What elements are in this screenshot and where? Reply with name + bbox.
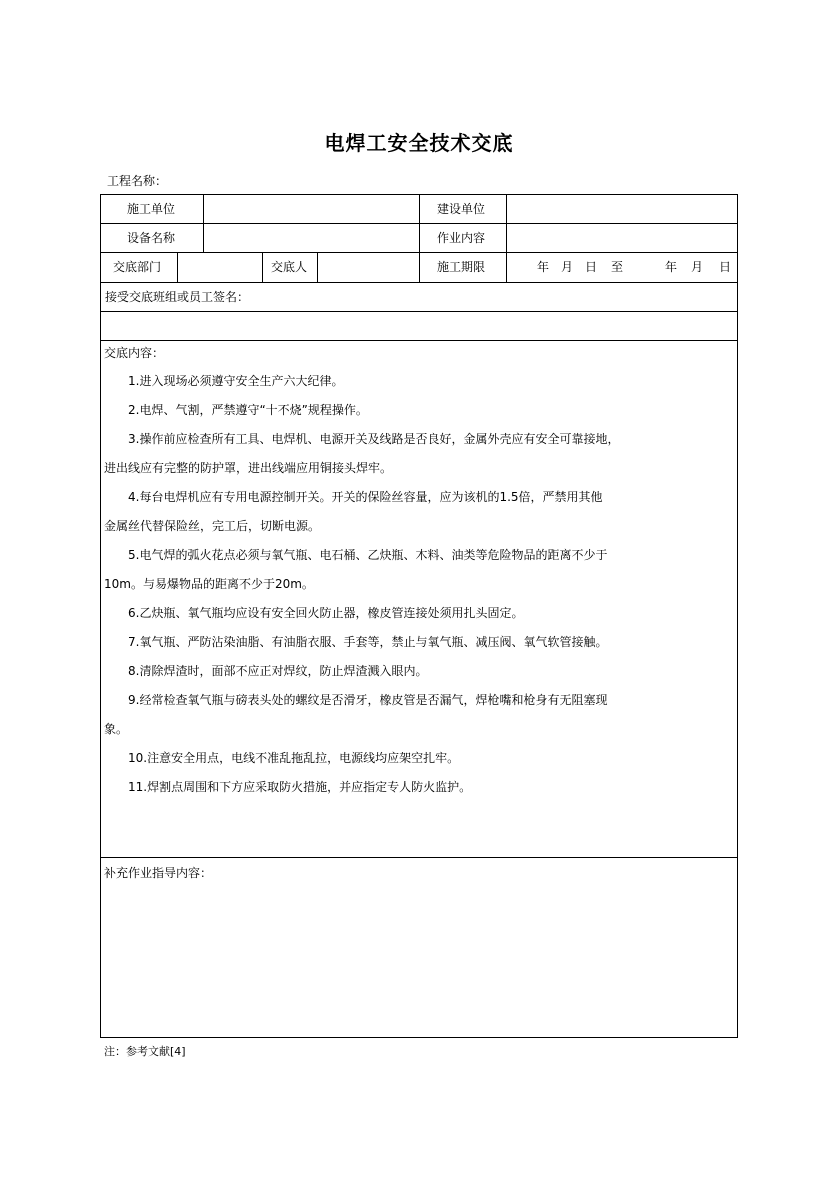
column-divider [262, 252, 263, 282]
row-divider [101, 311, 737, 312]
period-year-start: 年 [537, 260, 550, 274]
period-label: 施工期限 [437, 260, 486, 274]
supplement-label: 补充作业指导内容： [104, 866, 213, 880]
column-divider [419, 195, 420, 282]
content-line: 9.经常检查氧气瓶与磅表头处的螺纹是否滑牙，橡皮管是否漏气，焊枪嘴和枪身有无阻塞现 [128, 693, 608, 707]
construction-unit-label: 施工单位 [127, 202, 176, 216]
briefer-label: 交底人 [271, 260, 308, 274]
column-divider [317, 252, 318, 282]
column-divider [506, 195, 507, 282]
period-day-start: 日 [585, 260, 598, 274]
content-line: 11.焊割点周围和下方应采取防火措施，并应指定专人防火监护。 [128, 780, 472, 794]
content-line: 10m。与易爆物品的距离不少于20m。 [104, 577, 314, 591]
content-line: 象。 [104, 722, 129, 736]
builder-unit-label: 建设单位 [437, 202, 486, 216]
content-line: 3.操作前应检查所有工具、电焊机、电源开关及线路是否良好，金属外壳应有安全可靠接地， [128, 432, 620, 446]
period-to: 至 [611, 260, 624, 274]
content-line: 进出线应有完整的防护罩，进出线端应用铜接头焊牢。 [104, 461, 393, 475]
content-line: 4.每台电焊机应有专用电源控制开关。开关的保险丝容量，应为该机的1.5倍，严禁用其他 [128, 490, 603, 504]
reference-note: 注：参考文献[4] [104, 1045, 186, 1058]
column-divider [203, 195, 204, 252]
department-label: 交底部门 [113, 260, 162, 274]
row-divider [101, 282, 737, 283]
period-day-end: 日 [719, 260, 732, 274]
page-title: 电焊工安全技术交底 [324, 131, 514, 155]
content-line: 金属丝代替保险丝，完工后，切断电源。 [104, 519, 321, 533]
content-line: 2.电焊、气割，严禁遵守“十不烧”规程操作。 [128, 403, 368, 417]
content-line: 10.注意安全用点，电线不准乱拖乱拉，电源线均应架空扎牢。 [128, 751, 460, 765]
content-line: 1.进入现场必须遵守安全生产六大纪律。 [128, 374, 344, 388]
content-line: 8.清除焊渣时，面部不应正对焊纹，防止焊渣溅入眼内。 [128, 664, 428, 678]
content-line: 7.氧气瓶、严防沾染油脂、有油脂衣服、手套等，禁止与氧气瓶、减压阀、氧气软管接触。 [128, 635, 608, 649]
period-month-start: 月 [561, 260, 574, 274]
row-divider [101, 340, 737, 341]
content-label: 交底内容： [104, 346, 165, 360]
project-name-label: 工程名称： [107, 174, 168, 188]
signature-label: 接受交底班组或员工签名： [105, 290, 250, 304]
row-divider [101, 857, 737, 858]
content-line: 6.乙炔瓶、氧气瓶均应设有安全回火防止器，橡皮管连接处须用扎头固定。 [128, 606, 524, 620]
period-year-end: 年 [665, 260, 678, 274]
equipment-name-label: 设备名称 [127, 231, 176, 245]
work-content-label: 作业内容 [437, 231, 486, 245]
content-line: 5.电气焊的弧火花点必须与氧气瓶、电石桶、乙炔瓶、木料、油类等危险物品的距离不少于 [128, 548, 608, 562]
column-divider [177, 252, 178, 282]
period-month-end: 月 [691, 260, 704, 274]
